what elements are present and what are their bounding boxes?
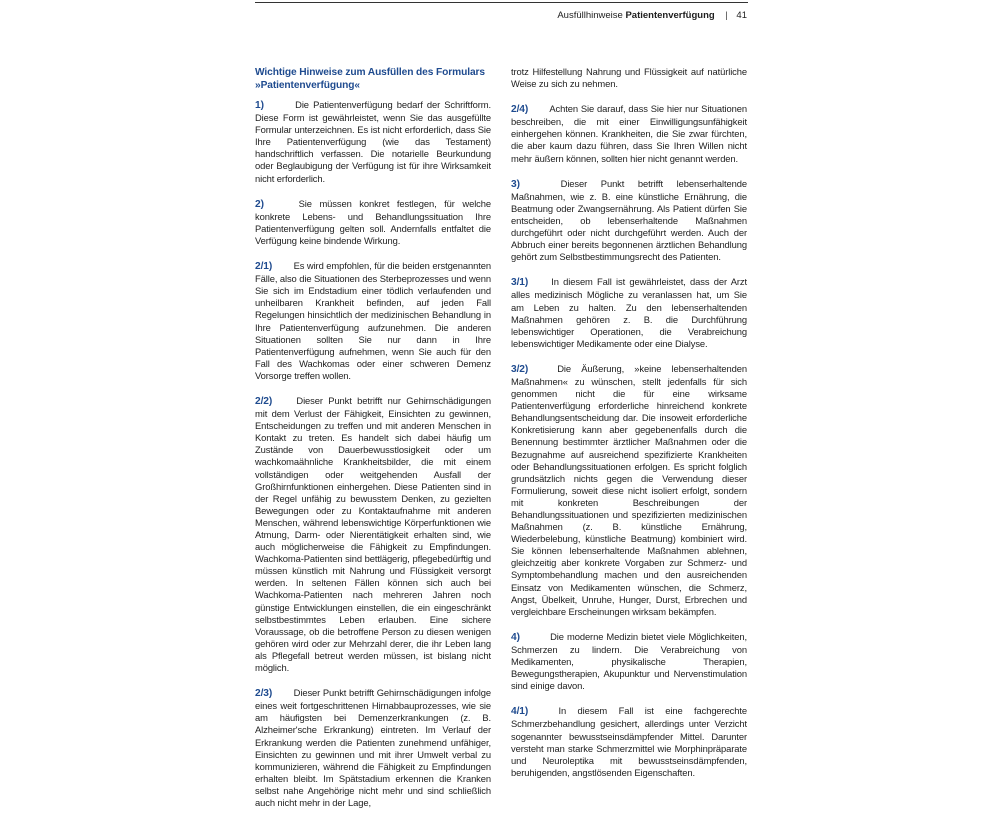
page-heading <box>255 66 491 92</box>
section-text: In diesem Fall ist gewährleistet, dass der Arzt alles medizinisch Mögliche zu veranlassen hat, um Sie am Leben zu halten. Zu den lebenserhaltenden Maßnahmen gehören z. B. die Durchführung lebenswichtiger Operationen, die Verabreichung lebenswichtiger Medikamente oder eine Dialyse. <box>511 276 747 349</box>
heading-line-1: Wichtige Hinweise zum Ausfüllen des Formulars <box>255 67 485 78</box>
section-3-1 <box>511 276 747 350</box>
section-number: 4) <box>511 631 520 643</box>
section-2-2 <box>255 395 491 674</box>
section-number: 2/3) <box>255 688 273 700</box>
section-text: In diesem Fall ist eine fachgerechte Schmerzbehandlung gesichert, allerdings unter Verzicht sogenannter bewusstseinsdämpfender Mittel. Darunter versteht man starke Schmerzmittel wie Morphinpräparate und Neuroleptika mit bewusstseinsdämpfenden, beruhigenden, angstlösenden Eigenschaften. <box>511 705 748 778</box>
top-rule <box>255 2 748 3</box>
section-number: 2/1) <box>255 261 273 273</box>
header-separator: | <box>725 10 728 21</box>
section-number: 3/2) <box>511 363 529 375</box>
section-2-3 <box>255 687 491 809</box>
section-number: 2/2) <box>255 395 273 407</box>
right-column <box>511 66 747 792</box>
section-number: 3/1) <box>511 277 529 289</box>
section-2-3-continuation: trotz Hilfestellung Nahrung und Flüssigkeit auf natürliche Weise zu sich zu nehmen. <box>511 66 747 90</box>
section-text: Die Äußerung, »keine lebenserhaltenden Maßnahmen« zu wünschen, stellt jedenfalls für sich genommen nicht die für eine wirksame Patientenverfügung erforderliche hinreichend konkrete Behandlungsentscheidung dar. Die insoweit erforderliche Konkretisierung kann aber gegebenenfalls durch die Benennung bestimmter ärztlicher Maßnahmen oder die Bezugnahme auf ausreichend spezifizierte Krankheiten oder Behandlungssituationen erfolgen. Es spricht folglich grundsätzlich nichts gegen die Verwendung dieser Formulierung, soweit diese nicht isoliert erfolgt, sondern mit konkreten Beschreibungen der Behandlungssituationen und spezifizierten medizinischen Maßnahmen (z. B. künstliche Ernährung, Wiederbelebung, künstliche Beatmung) kombiniert wird. Sie können lebenserhaltende Maßnahmen ablehnen, gleichzeitig aber konkrete Vorgaben zur Schmerz- und Symptombehandlung machen und den ausreichenden Einsatz von Medikamenten wünschen, die Schmerz, Angst, Übelkeit, Unruhe, Hunger, Durst, Erbrechen und vergleichbare Erscheinungen wirksam bekämpfen. <box>511 362 747 617</box>
header-section-label: Ausfüllhinweise <box>557 10 623 21</box>
left-column <box>255 66 491 822</box>
section-1 <box>255 99 491 185</box>
section-2 <box>255 198 491 247</box>
running-header <box>430 10 747 21</box>
header-title: Patientenverfügung <box>625 10 715 21</box>
section-text: Die moderne Medizin bietet viele Möglichkeiten, Schmerzen zu lindern. Die Verabreichung von Medikamenten, physikalische Therapien, Bewegungstherapien, Akupunktur und Nervenstimulation sind einige davon. <box>511 630 747 692</box>
section-3 <box>511 178 747 264</box>
page-number: 41 <box>736 10 747 21</box>
section-text: Achten Sie darauf, dass Sie hier nur Situationen beschreiben, die mit einer Einwilligungsunfähigkeit einhergehen können. Krankheiten, die Sie zwar fürchten, die aber kaum dazu führen, dass Sie Ihren Willen nicht mehr äußern können, sollten hier nicht genannt werden. <box>511 103 747 164</box>
section-2-4 <box>511 103 747 164</box>
section-text: Sie müssen konkret festlegen, für welche konkrete Lebens- und Behandlungssituation Ihre Patientenverfügung gelten soll. Andernfalls entfaltet die Verfügung keine bindende Wirkung. <box>255 197 491 246</box>
section-text: Dieser Punkt betrifft lebenserhaltende Maßnahmen, wie z. B. eine künstliche Ernährung, die Beatmung oder Zwangsernährung. Als Patient dürfen Sie entscheiden, ob lebenserhaltende Maßnahmen durchgeführt oder nicht durchgeführt werden. Auch der Abbruch einer bereits begonnenen ärztlichen Behandlung gehört zum Selbstbestimmungsrecht des Patienten. <box>511 177 747 263</box>
section-text: Die Patientenverfügung bedarf der Schriftform. Diese Form ist gewährleistet, wenn Sie das ausgefüllte Formular unterzeichnen. Es ist nicht erforderlich, dass Sie Ihre Patientenverfügung (wie das Testament) handschriftlich verfassen. Die notarielle Beurkundung oder Beglaubigung der Verfügung ist für ihre Wirksamkeit nicht erforderlich. <box>255 99 491 184</box>
section-2-1 <box>255 260 491 382</box>
section-3-2 <box>511 363 747 618</box>
section-4 <box>511 631 747 692</box>
section-text: Es wird empfohlen, für die beiden erstgenannten Fälle, also die Situationen des Sterbeprozesses und wenn Sie sich im Endstadium einer tödlich verlaufenden und unheilbaren Krankheit befinden, auf jeden Fall Regelungen hinsichtlich der medizinischen Behandlung in Ihre Patientenverfügung aufzunehmen. Die anderen Situationen sollten Sie nur dann in Ihre Patientenverfügung aufnehmen, wenn Sie auch für den Fall des Wachkomas oder einer schweren Demenz Vorsorge treffen wollen. <box>255 260 491 381</box>
section-number: 2/4) <box>511 104 529 116</box>
section-4-1 <box>511 705 747 779</box>
section-text: Dieser Punkt betrifft Gehirnschädigungen infolge eines weit fortgeschrittenen Hirnabbauprozesses, wie sie am häufigsten bei Demenzerkrankungen (z. B. Alzheimer'sche Erkrankung) eintreten. Im Verlauf der Erkrankung werden die Patienten zunehmend unfähiger, Einsichten zu gewinnen und mit ihrer Umwelt verbal zu kommunizieren, während die Fähigkeit zu Empfindungen erhalten bleibt. Im Spätstadium erkennen die Kranken selbst nahe Angehörige nicht mehr und sind schließlich auch nicht mehr in der Lage, <box>255 687 491 808</box>
section-text: Dieser Punkt betrifft nur Gehirnschädigungen mit dem Verlust der Fähigkeit, Einsichten zu gewinnen, Entscheidungen zu treffen und mit anderen Menschen in Kontakt zu treten. Es handelt sich dabei häufig um Zustände von Dauerbewusstlosigkeit oder um wachkomaähnliche Krankheitsbilder, die mit einem vollständigen oder weitgehenden Ausfall der Großhirnfunktionen einhergehen. Diese Patienten sind in der Regel unfähig zu bewusstem Denken, zu gezielten Bewegungen oder zu Kontaktaufnahme mit anderen Menschen, während lebenswichtige Körperfunktionen wie Atmung, Darm- oder Nierentätigkeit erhalten sind, wie auch möglicherweise die Fähigkeit zu Empfindungen. Wachkoma-Patienten sind bettlägerig, pflegebedürftig und müssen künstlich mit Nahrung und Flüssigkeit versorgt werden. In seltenen Fällen können sich auch bei Wachkoma-Patienten nach mehreren Jahren noch günstige Entwicklungen einstellen, die ein eingeschränkt selbstbestimmtes Leben erlauben. Eine sichere Voraussage, ob die betroffene Person zu diesen wenigen gehören wird oder zur Mehrzahl derer, die ihr Leben lang als Pflegefall betreut werden müssen, ist bislang nicht möglich. <box>255 394 491 674</box>
heading-line-2: »Patientenverfügung« <box>255 80 360 91</box>
section-number: 2) <box>255 198 264 210</box>
section-number: 3) <box>511 178 520 190</box>
section-number: 1) <box>255 100 264 111</box>
section-number: 4/1) <box>511 706 529 718</box>
